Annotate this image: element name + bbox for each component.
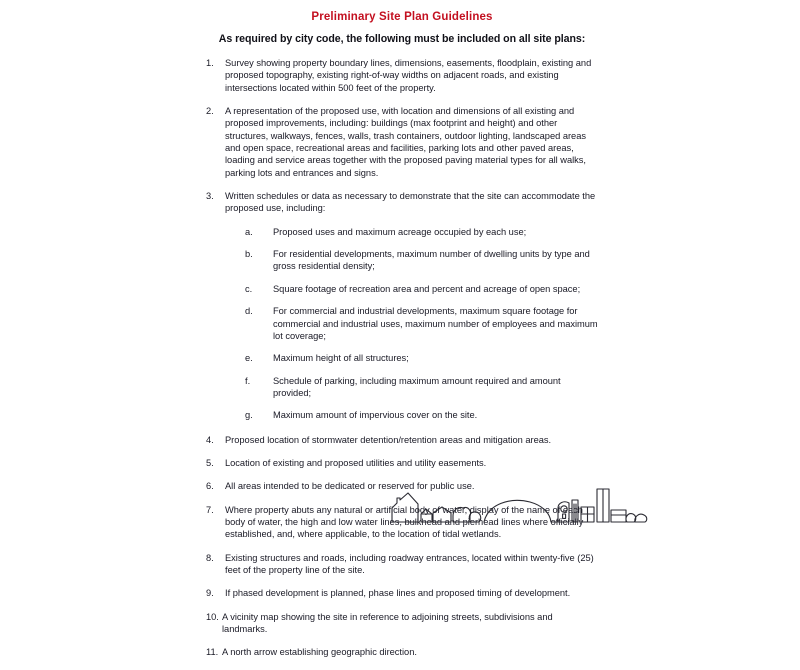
list-item [206,57,598,94]
list-marker: 6. [206,481,214,492]
sub-list-item [225,375,598,400]
list-marker: 3. [206,191,214,202]
list-marker: 5. [206,457,214,468]
sub-list-marker: c. [245,283,253,294]
sub-list-item [225,409,598,421]
list-item [206,646,598,658]
list-marker: 7. [206,504,214,515]
sub-list-item [225,283,598,295]
list-marker: 4. [206,434,214,445]
list-marker: 9. [206,588,214,599]
list-item-text: A vicinity map showing the site in reference to adjoining streets, subdivisions and landmarks. [222,611,553,634]
list-item-text: If phased development is planned, phase lines and proposed timing of development. [225,588,571,599]
list-item-text: Survey showing property boundary lines, dimensions, easements, floodplain, existing and proposed topography, existing right-of-way widths on adjacent roads, and existing intersections located within 500 feet of the property. [225,58,592,93]
list-item-text: Existing structures and roads, including roadway entrances, located within twenty-five (25) feet of the property line of the site. [225,552,594,575]
sub-list-marker: g. [245,410,253,421]
list-item [206,587,598,599]
page-title: Preliminary Site Plan Guidelines [311,11,493,23]
sub-list-item-text: Proposed uses and maximum acreage occupied by each use; [273,226,527,237]
list-item-text: Proposed location of stormwater detention/retention areas and mitigation areas. [225,434,552,445]
list-item [206,190,598,421]
list-item [206,434,598,446]
list-item [206,105,598,179]
sub-list-item-text: For commercial and industrial developments, maximum square footage for commercial and industrial uses, maximum number of employees and maximum lot coverage; [273,306,598,341]
sub-list-marker: a. [245,226,253,237]
list-marker: 2. [206,106,214,117]
list-marker: 1. [206,58,214,68]
list-item [206,504,598,541]
list-marker: 11. [206,647,219,658]
sub-list-marker: e. [245,353,253,364]
list-item-text: Written schedules or data as necessary to demonstrate that the site can accommodate the proposed use, including: [225,191,596,214]
sub-list-item [225,305,598,342]
list-marker: 8. [206,552,214,563]
guidelines-list [206,57,598,659]
page-subtitle: As required by city code, the following must be included on all site plans: [218,33,586,45]
sub-list-item-text: Maximum amount of impervious cover on the site. [273,410,478,421]
list-marker: 10. [206,611,219,622]
list-item [206,611,598,636]
document-content [206,6,598,670]
list-item-text: A representation of the proposed use, with location and dimensions of all existing and proposed improvements, including: buildings (max footprint and height) and other structures, walkways, fences, walls, trash containers, outdoor lighting, landscaped areas and open space, recreational areas and facilities, parking lots and other paved areas, loading and service areas together with the proposed paving material types for all walks, parking lots and entrances and signs. [225,106,586,178]
sub-list-item-text: Maximum height of all structures; [273,353,409,364]
list-item [206,552,598,577]
sub-list-item [225,248,598,273]
list-item-text: All areas intended to be dedicated or reserved for public use. [225,481,475,492]
list-item-text: Location of existing and proposed utilities and utility easements. [225,457,487,468]
sub-list-marker: b. [245,249,253,260]
list-item [206,457,598,469]
sub-list-item-text: For residential developments, maximum number of dwelling units by type and gross residential density; [273,249,590,272]
sub-list-item [225,352,598,364]
list-item [206,480,598,492]
sub-list-item-text: Schedule of parking, including maximum amount required and amount provided; [273,375,561,398]
sub-list-item [225,226,598,238]
list-item-text: Where property abuts any natural or artificial body of water, display of the name of each body of water, the high and low water lines, bulkhead and pierhead lines where officially established, and, where applicable, to the location of tidal wetlands. [225,504,584,540]
sub-list-item-text: Square footage of recreation area and percent and acreage of open space; [273,283,581,294]
sub-list-marker: d. [245,306,253,317]
sub-list-marker: f. [245,375,251,386]
guidelines-sublist [225,226,598,422]
list-item-text: A north arrow establishing geographic direction. [222,647,417,658]
